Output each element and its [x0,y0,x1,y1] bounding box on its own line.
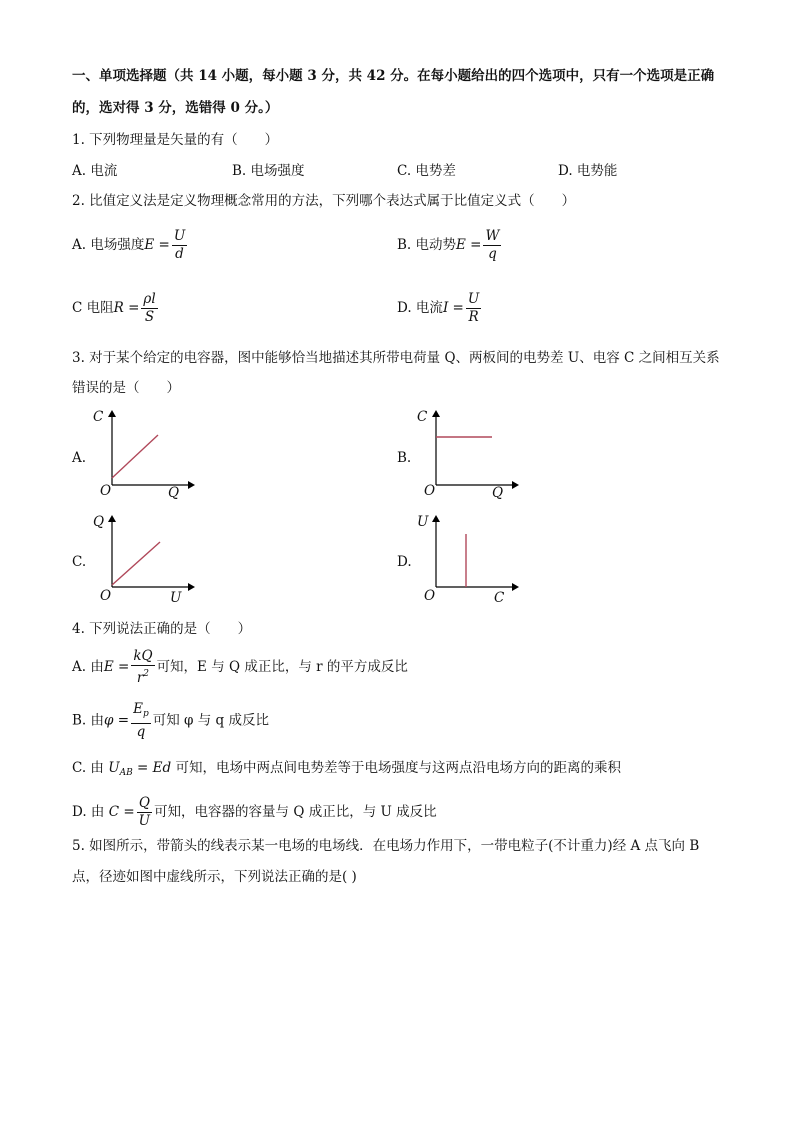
q3-graph-d-label: D. [397,554,412,570]
q3-graph-c [88,510,198,610]
graph-line [112,542,160,585]
q1-option-d: D. 电势能 [558,163,618,179]
q1-option-a: A. 电流 [72,163,118,179]
graph-c-origin: O [100,588,112,604]
q1-option-c: C. 电势差 [397,163,456,179]
q5-stem: 5. 如图所示，带箭头的线表示某一电场的电场线．在电场力作用下，一带电粒子(不计重力)经 A 点飞向 B [72,838,700,854]
x-axis-arrow [188,583,195,591]
graph-b-origin: O [424,483,436,499]
q3-graph-b-label: B. [397,450,412,466]
x-axis-arrow [512,481,519,489]
graph-d-x-label: C [494,590,505,606]
q4-option-b: B. 由φ = $\frac{E_p}{q}$ 可知 φ 与 q 成反比 [72,701,269,740]
q3-stem: 3. 对于某个给定的电容器，图中能够恰当地描述其所带电荷量 Q、两板间的电势差 U、电容 C 之间相互关系 [72,350,720,366]
q2-option-d: D. 电流I = $\frac{U}{R}$ [397,291,480,325]
q1-option-b: B. 电场强度 [232,163,305,179]
q4-option-a: A. 由E = $\frac{kQ}{r^2}$ 可知，E 与 Q 成正比，与 r 的平方成反比 [72,648,408,686]
graph-c-y-label: Q [93,514,105,530]
graph-line [112,435,158,478]
graph-a-origin: O [100,483,112,499]
q2-option-c: C 电阻R = $\frac{\rho l}{S}$ [72,291,156,325]
q3-graph-d [412,510,522,610]
q4-stem: 4. 下列说法正确的是（ ） [72,621,252,637]
section-heading: 一、单项选择题（共 14 小题，每小题 3 分，共 42 分。在每小题给出的四个选项中，只有一个选项是正确 [72,68,715,84]
graph-d-origin: O [424,588,436,604]
x-axis-arrow [188,481,195,489]
y-axis-arrow [108,410,116,417]
y-axis-arrow [432,515,440,522]
graph-a-x-label: Q [168,485,180,501]
q4-option-c: C. 由 $U_{AB} = Ed$ 可知，电场中两点间电势差等于电场强度与这两点沿电场方向的距离的乘积 [72,760,621,778]
q3-stem-cont: 错误的是（ ） [72,380,180,396]
q5-stem-cont: 点，径迹如图中虚线所示，下列说法正确的是( ) [72,869,357,885]
x-axis-arrow [512,583,519,591]
q3-graph-a-label: A. [72,450,87,466]
q3-graph-c-label: C. [72,554,87,570]
q2-option-a: A. 电场强度E = $\frac{U}{d}$ [72,228,186,262]
q3-graph-a [88,405,198,505]
q1-stem: 1. 下列物理量是矢量的有（ ） [72,132,279,148]
graph-b-x-label: Q [492,485,504,501]
q4-option-d: D. 由 C = $\frac{Q}{U}$ 可知，电容器的容量与 Q 成正比，与 U 成反比 [72,795,437,829]
graph-c-x-label: U [170,590,182,606]
y-axis-arrow [108,515,116,522]
graph-a-y-label: C [93,409,104,425]
graph-d-y-label: U [417,514,429,530]
section-heading-cont: 的，选对得 3 分，选错得 0 分。） [72,100,279,116]
y-axis-arrow [432,410,440,417]
q2-option-b: B. 电动势E = $\frac{W}{q}$ [397,228,500,262]
graph-b-y-label: C [417,409,428,425]
q2-stem: 2. 比值定义法是定义物理概念常用的方法，下列哪个表达式属于比值定义式（ ） [72,193,576,209]
q3-graph-b [412,405,522,505]
